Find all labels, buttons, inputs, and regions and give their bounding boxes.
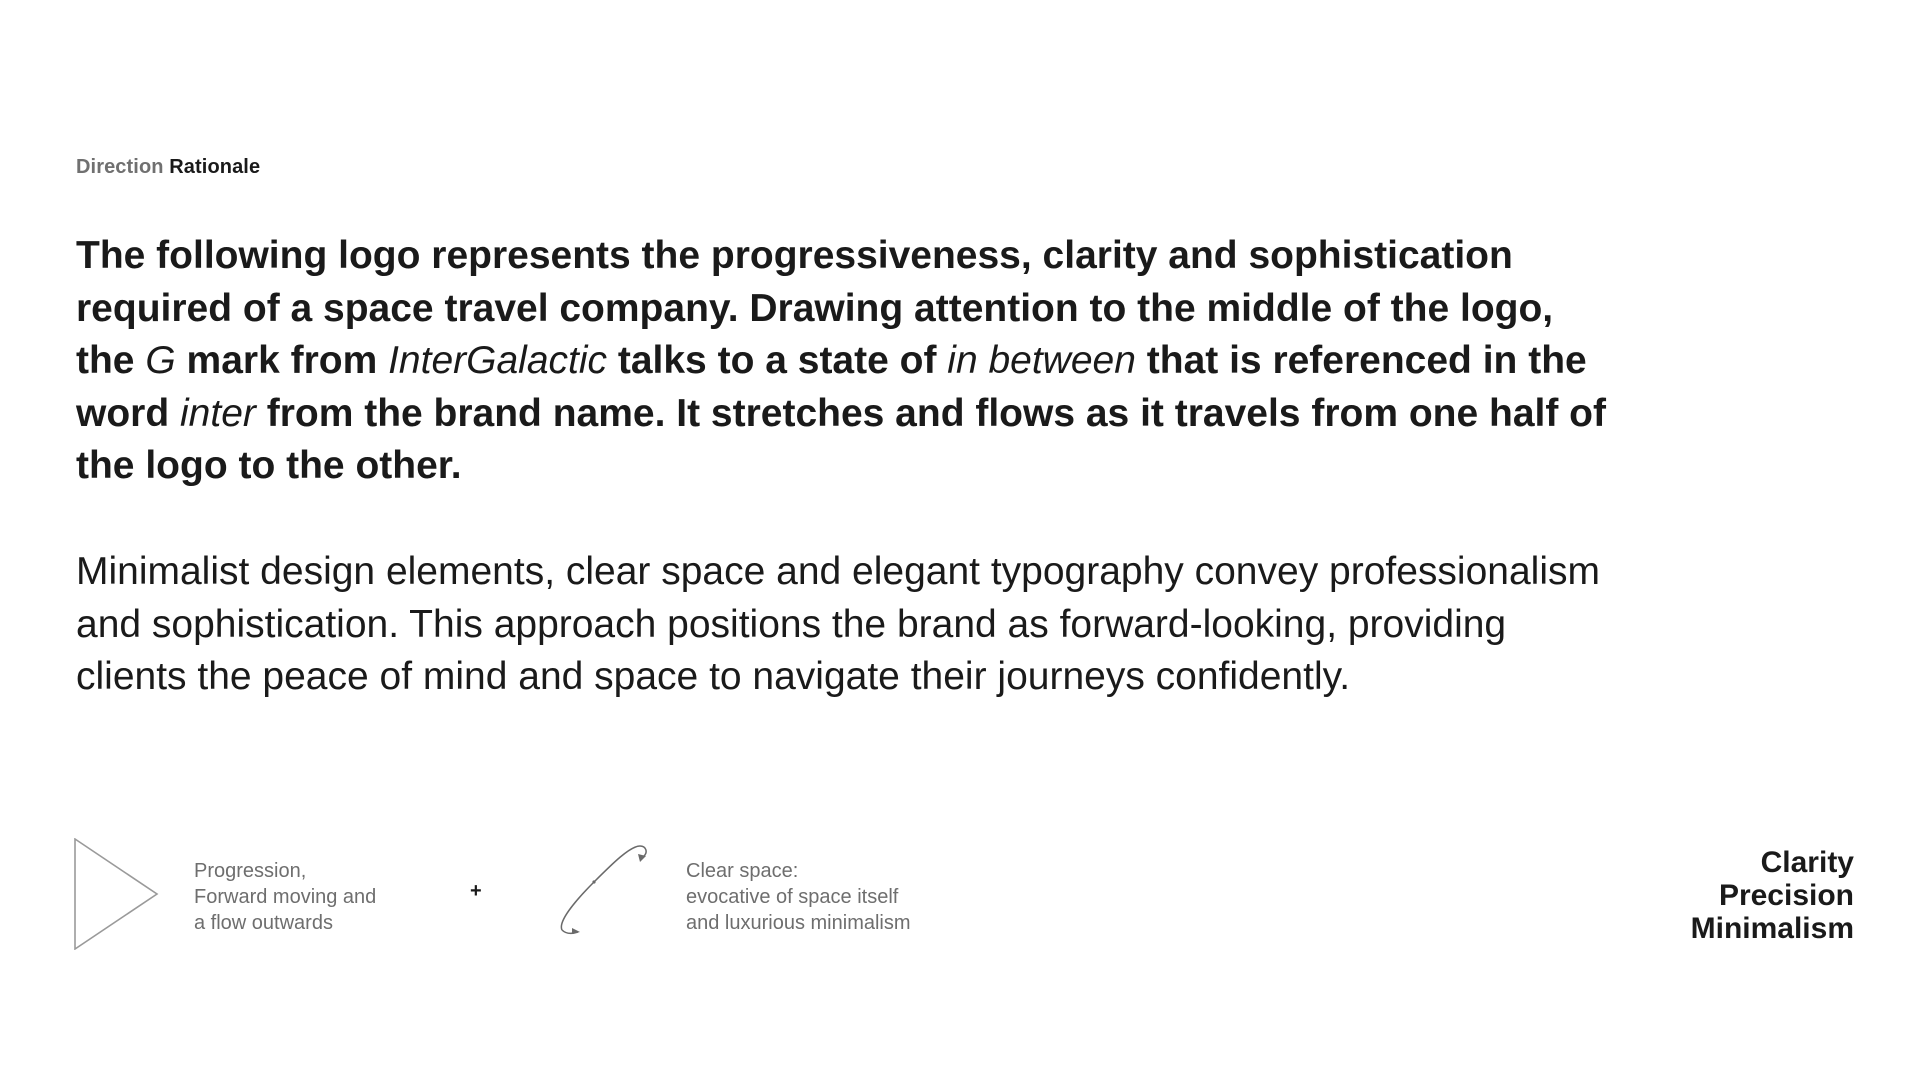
- curved-arrow-icon: [556, 842, 652, 936]
- plus-sign: +: [470, 880, 482, 902]
- curve-caption-line: evocative of space itself: [686, 886, 899, 908]
- triangle-caption-line: Forward moving and: [194, 886, 377, 908]
- keywords-list: [1691, 846, 1854, 945]
- curve-caption-line: Clear space:: [686, 860, 799, 882]
- lead-text-5: from the brand name. It stretches and flows as it travels from one half of the logo to the other.: [76, 391, 1606, 487]
- keyword-clarity: Clarity: [1760, 846, 1854, 879]
- lead-emphasis-brand: InterGalactic: [388, 339, 608, 382]
- curve-caption-line: and luxurious minimalism: [686, 912, 911, 934]
- triangle-caption-line: Progression,: [194, 860, 307, 882]
- keyword-minimalism: Minimalism: [1690, 912, 1854, 945]
- section-eyebrow: [76, 156, 260, 179]
- lead-text-3: talks to a state of: [607, 339, 948, 382]
- eyebrow-rationale: Rationale: [169, 156, 261, 178]
- lead-emphasis-in-between: in between: [947, 339, 1136, 382]
- keyword-precision: Precision: [1718, 879, 1854, 912]
- eyebrow-direction: Direction: [76, 156, 164, 178]
- curve-caption: [686, 858, 911, 936]
- triangle-caption-line: a flow outwards: [194, 912, 333, 934]
- lead-paragraph: [76, 230, 1616, 493]
- body-paragraph: Minimalist design elements, clear space and elegant typography convey professionalism and sophistication. This approach positions the brand as forward-looking, providing clients the peace of mind and space to navigate their journeys confidently.: [76, 550, 1600, 698]
- lead-text-1: The following logo represents the progressiveness, clarity and sophistication required of a space travel company. Drawing attention to the middle of the logo, the: [76, 234, 1554, 382]
- lead-text-2: mark from: [175, 339, 389, 382]
- lead-emphasis-g: G: [145, 339, 176, 382]
- triangle-caption: [194, 858, 376, 936]
- triangle-outline-icon: [74, 838, 160, 950]
- lead-text-4: that is referenced in the word: [76, 339, 1587, 435]
- lead-emphasis-inter: inter: [180, 391, 256, 435]
